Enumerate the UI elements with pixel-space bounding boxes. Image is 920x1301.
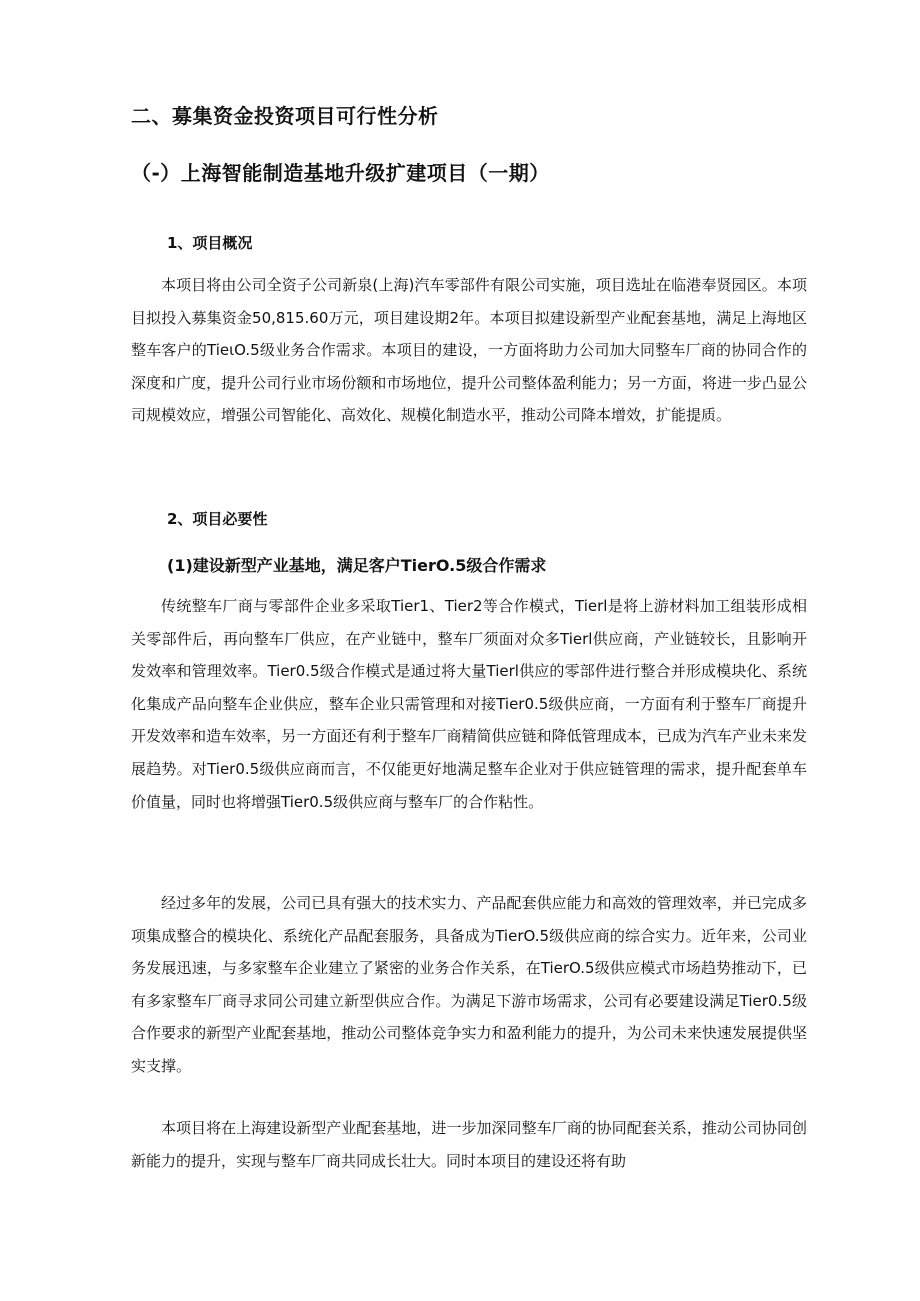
necessity-paragraph-3: 本项目将在上海建设新型产业配套基地，进一步加深同整车厂商的协同配套关系，推动公司协同创新能力的提升，实现与整车厂商共同成长壮大。同时本项目的建设还将有助 (131, 1119, 807, 1170)
necessity-paragraph-1: 传统整车厂商与零部件企业多采取Tier1、Tier2等合作模式，Tierl是将上游材料加工组装形成相关零部件后，再向整车厂供应，在产业链中，整车厂须面对众多Tierl供应商，产业链较长，且影响开发效率和管理效率。Tier0.5级合作模式是通过将大量Tierl供应的零部件进行整合并形成模块化、系统化集成产品向整车企业供应，整车企业只需管理和对接Tier0.5级供应商，一方面有利于整车厂商提升开发效率和造车效率，另一方面还有利于整车厂商精简供应链和降低管理成本，已成为汽车产业未来发展趋势。对Tier0.5级供应商而言，不仅能更好地满足整车企业对于供应链管理的需求，提升配套单车价值量，同时也将增强Tier0.5级供应商与整车厂的合作粘性。 (131, 597, 807, 811)
project-title: （-）上海智能制造基地升级扩建项目（一期） (131, 161, 550, 185)
necessity-paragraph-2: 经过多年的发展，公司已具有强大的技术实力、产品配套供应能力和高效的管理效率，并已完成多项集成整合的模块化、系统化产品配套服务，具备成为TierO.5级供应商的综合实力。近年来，公司业务发展迅速，与多家整车企业建立了紧密的业务合作关系，在TierO.5级供应模式市场趋势推动下，已有多家整车厂商寻求同公司建立新型供应合作。为满足下游市场需求，公司有必要建设满足Tier0.5级合作要求的新型产业配套基地，推动公司整体竞争实力和盈利能力的提升，为公司未来快速发展提供坚实支撑。 (131, 894, 807, 1075)
overview-paragraph: 本项目将由公司全资子公司新泉(上海)汽车零部件有限公司实施，项目选址在临港奉贤园区。本项目拟投入募集资金50,815.60万元，项目建设期2年。本项目拟建设新型产业配套基地，满足上海地区整车客户的TieιO.5级业务合作需求。本项目的建设，一方面将助力公司加大同整车厂商的协同合作的深度和广度，提升公司行业市场份额和市场地位，提升公司整体盈利能力；另一方面，将进一步凸显公司规模效应，增强公司智能化、高效化、规模化制造水平，推动公司降本增效，扩能提质。 (131, 276, 807, 425)
subsection-necessity-title: 2、项目必要性 (167, 510, 268, 528)
subsection-overview-title: 1、项目概况 (167, 234, 253, 252)
section-title: 二、募集资金投资项目可行性分析 (131, 104, 439, 128)
necessity-point-1-title: (1)建设新型产业基地，满足客户TierO.5级合作需求 (167, 556, 547, 575)
